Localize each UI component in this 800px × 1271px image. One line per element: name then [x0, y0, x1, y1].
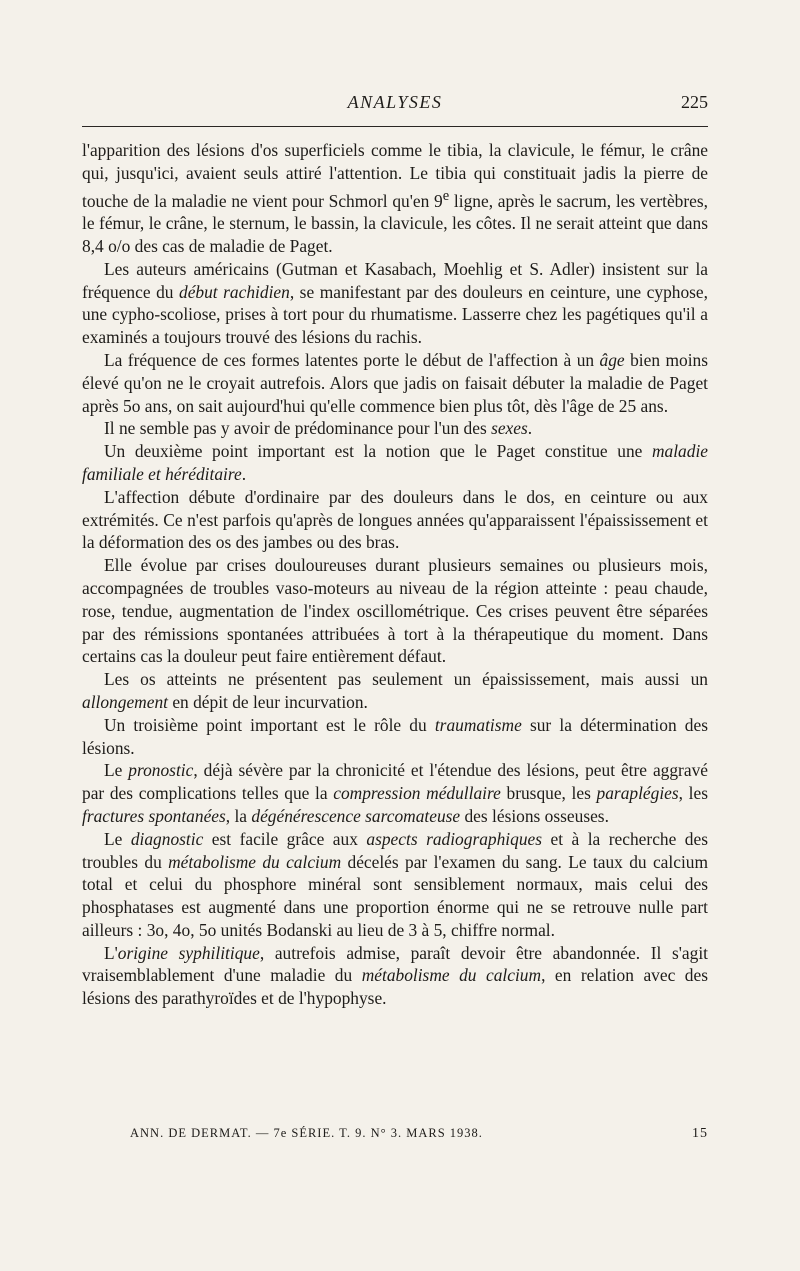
paragraph-6: L'affection débute d'ordinaire par des douleurs dans le dos, en ceinture ou aux extrémités. Ce n'est parfois qu'après de longues années qu'apparaissent l'épaississement et la déformation des os des jambes ou des bras.	[82, 486, 708, 553]
paragraph-1: l'apparition des lésions d'os superficiels comme le tibia, la clavicule, le fémur, le crâne qui, jusqu'ici, avaient seuls attiré l'attention. Le tibia qui constituait jadis la pierre de touche de la maladie ne vient pour Schmorl qu'en 9e ligne, après le sacrum, les vertèbres, le fémur, le crâne, le sternum, le bassin, la clavicule, les côtes. Il ne serait atteint que dans 8,4 o/o des cas de maladie de Paget.	[82, 140, 708, 256]
signature-mark: 15	[692, 1126, 708, 1141]
paragraph-9: Un troisième point important est le rôle du traumatisme sur la détermination des lésions.	[82, 714, 708, 758]
paragraph-2: Les auteurs américains (Gutman et Kasabach, Moehlig et S. Adler) insistent sur la fréquence du début rachidien, se manifestant par des douleurs en ceinture, une cyphose, une cypho-scoliose, prises à tort pour du rhumatisme. Lasserre chez les pagétiques qu'il a examinés a toujours trouvé des lésions du rachis.	[82, 258, 708, 348]
page-number: 225	[681, 92, 708, 112]
running-title: ANALYSES	[347, 92, 443, 112]
paragraph-3: La fréquence de ces formes latentes porte le début de l'affection à un âge bien moins élevé qu'on ne le croyait autrefois. Alors que jadis on faisait débuter la maladie de Paget après 5o ans, on sait aujourd'hui qu'elle commence bien plus tôt, dès l'âge de 25 ans.	[82, 349, 708, 416]
article-body	[82, 139, 708, 1010]
paragraph-8: Les os atteints ne présentent pas seulement un épaississement, mais aussi un allongement en dépit de leur incurvation.	[82, 669, 708, 712]
paragraph-10: Le pronostic, déjà sévère par la chronicité et l'étendue des lésions, peut être aggravé par des complications telles que la compression médullaire brusque, les paraplégies, les fractures spontanées, la dégénérescence sarcomateuse des lésions osseuses.	[82, 760, 708, 826]
paragraph-12: L'origine syphilitique, autrefois admise, paraît devoir être abandonnée. Il s'agit vraisemblablement d'une maladie du métabolisme du calcium, en relation avec des lésions des parathyroïdes et de l'hypophyse.	[82, 942, 708, 1009]
paragraph-4: Il ne semble pas y avoir de prédominance pour l'un des sexes.	[104, 418, 533, 439]
page-header	[82, 92, 708, 116]
journal-citation: ANN. DE DERMAT. — 7e SÉRIE. T. 9. N° 3. MARS 1938.	[130, 1126, 483, 1140]
paragraph-11: Le diagnostic est facile grâce aux aspects radiographiques et à la recherche des troubles du métabolisme du calcium décelés par l'examen du sang. Le taux du calcium total et celui du phosphore minéral sont sensiblement normaux, mais celui des phosphatases est augmenté dans une proportion énorme qui ne se retrouve nulle part ailleurs : 3o, 4o, 5o unités Bodanski au lieu de 3 à 5, chiffre normal.	[82, 828, 708, 940]
paragraph-7: Elle évolue par crises douloureuses durant plusieurs semaines ou plusieurs mois, accompagnées de troubles vaso-moteurs au niveau de la région atteinte : peau chaude, rose, tendue, augmentation de l'index oscillométrique. Ces crises peuvent être séparées par des rémissions spontanées attribuées à tort à la thérapeutique du moment. Dans certains cas la douleur peut faire entièrement défaut.	[82, 555, 708, 667]
paragraph-5: Un deuxième point important est la notion que le Paget constitue une maladie familiale et héréditaire.	[82, 441, 708, 484]
page-footer	[130, 1126, 708, 1141]
header-rule	[82, 126, 708, 127]
